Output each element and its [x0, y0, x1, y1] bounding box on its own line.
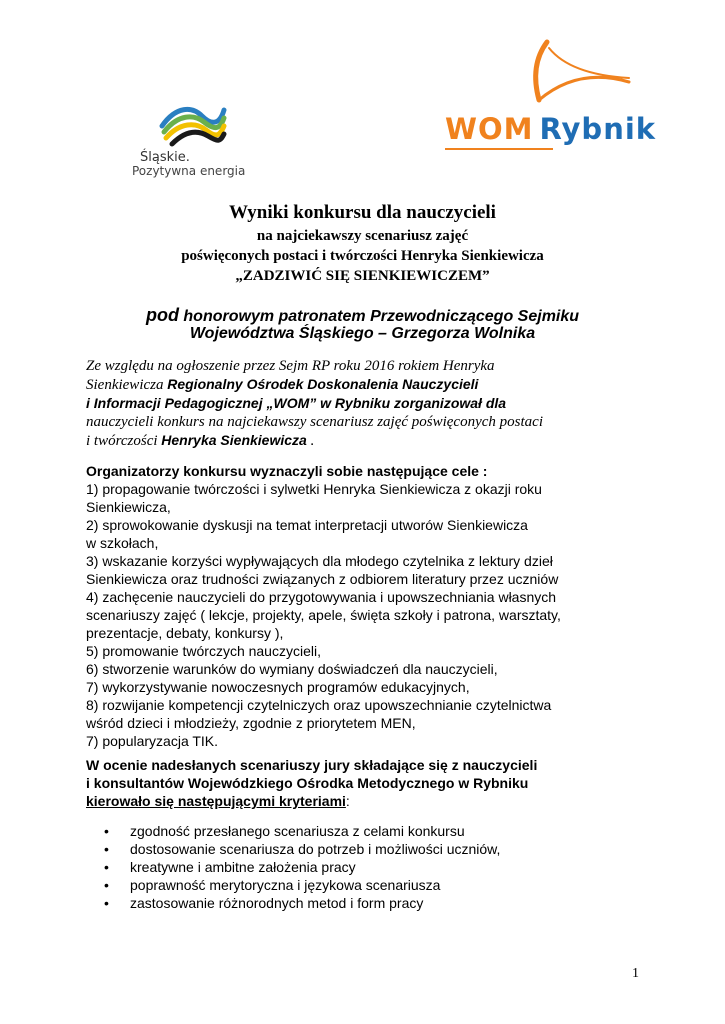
- goal-line: w szkołach,: [86, 535, 159, 551]
- intro-line: nauczycieli konkurs na najciekawszy scenariusz zajęć poświęconych postaci: [86, 414, 543, 430]
- wom-logo-wom: WOM: [445, 112, 534, 146]
- list-item: • zgodność przesłanego scenariusza z celami konkursu: [104, 822, 500, 840]
- patronage-rest: honorowym patronatem Przewodniczącego Sejmiku: [178, 308, 580, 325]
- intro-line: [86, 394, 686, 413]
- jury-colon: :: [345, 793, 350, 809]
- jury-line: W ocenie nadesłanych scenariuszy jury składające się z nauczycieli: [86, 757, 538, 773]
- wom-rybnik-logo: [445, 38, 695, 158]
- subtitle-line-2: poświęconych postaci i twórczości Henryka Sienkiewicza: [181, 248, 544, 264]
- goal-line: Sienkiewicza,: [86, 499, 171, 515]
- list-item: • dostosowanie scenariusza do potrzeb i możliwości uczniów,: [104, 840, 500, 858]
- goals-section: [86, 462, 686, 750]
- slaskie-wave-icon: [158, 100, 228, 148]
- slaskie-logo-tagline: Pozytywna energia: [132, 164, 246, 178]
- criteria-list: [104, 822, 500, 912]
- intro-line: Ze względu na ogłoszenie przez Sejm RP roku 2016 rokiem Henryka: [86, 358, 495, 374]
- intro-paragraph: [86, 357, 686, 450]
- goal-line: prezentacje, debaty, konkursy ),: [86, 625, 284, 641]
- patronage-line-2: Województwa Śląskiego – Grzegorza Wolnika: [189, 325, 536, 342]
- list-item: • zastosowanie różnorodnych metod i form pracy: [104, 894, 500, 912]
- patronage-pod: pod: [145, 305, 179, 325]
- slaskie-logo-text: Śląskie.: [140, 150, 190, 165]
- jury-line: i konsultantów Wojewódzkiego Ośrodka Metodycznego w Rybniku: [86, 775, 529, 791]
- goal-line: 7) popularyzacja TIK.: [86, 733, 219, 749]
- goal-line: 4) zachęcenie nauczycieli do przygotowywania i upowszechniania własnych: [86, 589, 557, 605]
- goals-heading: Organizatorzy konkursu wyznaczyli sobie następujące cele :: [86, 463, 488, 479]
- wom-logo-underline: [445, 148, 553, 150]
- goal-line: Sienkiewicza oraz trudności związanych z odbiorem literatury przez uczniów: [86, 571, 559, 587]
- slaskie-logo: [128, 100, 258, 182]
- intro-line: [86, 375, 686, 394]
- list-item: • kreatywne i ambitne założenia pracy: [104, 858, 500, 876]
- goal-line: scenariuszy zajęć ( lekcje, projekty, apele, święta szkoły i patrona, warsztaty,: [86, 607, 561, 623]
- jury-section: [86, 756, 686, 810]
- goal-line: 7) wykorzystywanie nowoczesnych programów edukacyjnych,: [86, 679, 470, 695]
- page-number: 1: [632, 966, 639, 981]
- intro-organizer: Regionalny Ośrodek Doskonalenia Nauczycieli: [167, 376, 479, 392]
- goal-line: wśród dzieci i młodzieży, zgodnie z priorytetem MEN,: [86, 715, 416, 731]
- goal-line: 3) wskazanie korzyści wypływających dla młodego czytelnika z lektury dzieł: [86, 553, 553, 569]
- patronage-line-1: [0, 305, 725, 326]
- wom-logo-rybnik: Rybnik: [539, 112, 657, 146]
- jury-criteria-label: kierowało się następującymi kryteriami: [86, 793, 346, 809]
- goal-line: 5) promowanie twórczych nauczycieli,: [86, 643, 321, 659]
- document-title: Wyniki konkursu dla nauczycieli: [229, 202, 496, 223]
- subtitle-line-1: na najciekawszy scenariusz zajęć: [256, 228, 469, 244]
- jury-line: [86, 792, 686, 810]
- goal-line: 1) propagowanie twórczości i sylwetki Henryka Sienkiewicza z okazji roku: [86, 481, 542, 497]
- wom-logo-text: [445, 112, 656, 146]
- list-item: • poprawność merytoryczna i językowa scenariusza: [104, 876, 500, 894]
- intro-text: i twórczości: [86, 433, 162, 449]
- goal-line: 6) stworzenie warunków do wymiany doświadczeń dla nauczycieli,: [86, 661, 498, 677]
- goal-line: 2) sprowokowanie dyskusji na temat interpretacji utworów Sienkiewicza: [86, 517, 528, 533]
- intro-author-name: Henryka Sienkiewicza: [161, 432, 307, 448]
- contest-name: „ZADZIWIĆ SIĘ SIENKIEWICZEM”: [235, 268, 490, 284]
- wom-book-icon: [525, 38, 635, 116]
- intro-text: Sienkiewicza: [86, 377, 168, 393]
- intro-organizer: i Informacji Pedagogicznej „WOM” w Rybniku zorganizował dla: [86, 395, 507, 411]
- intro-line: [86, 431, 686, 450]
- intro-text: .: [306, 433, 315, 449]
- goal-line: 8) rozwijanie kompetencji czytelniczych oraz upowszechnianie czytelnictwa: [86, 697, 552, 713]
